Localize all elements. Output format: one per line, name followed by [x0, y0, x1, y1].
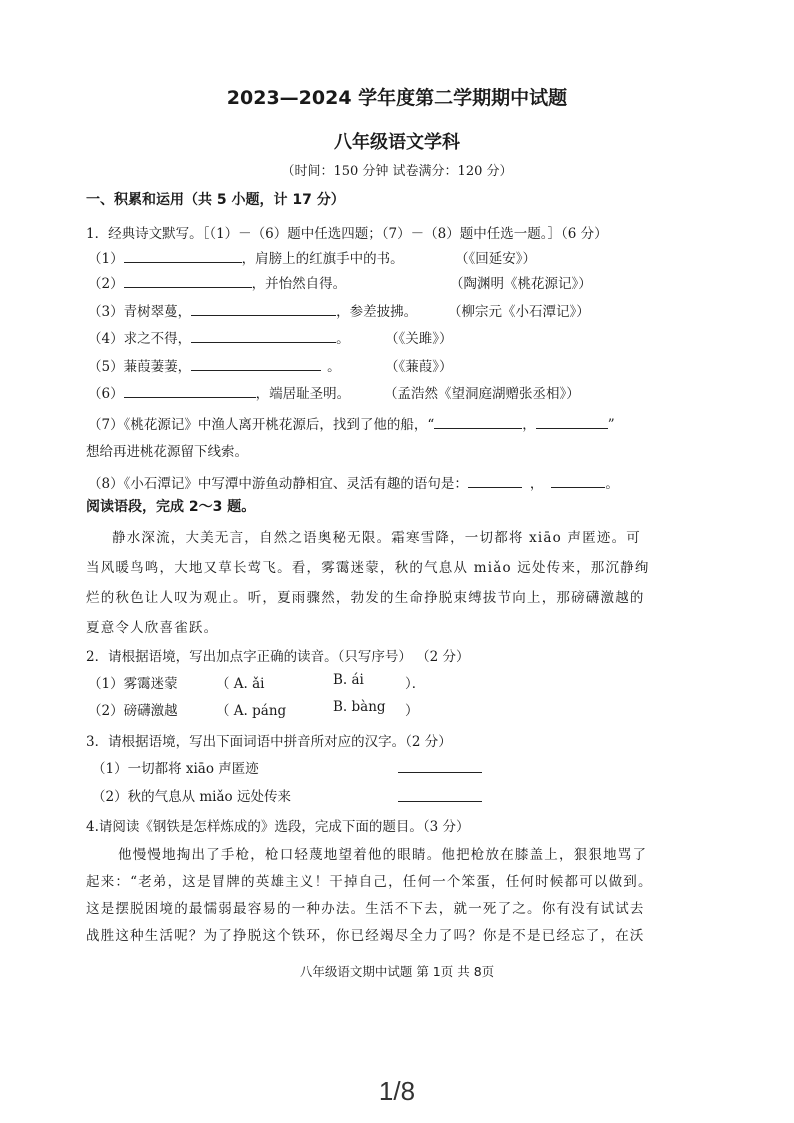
item-number: （5）: [88, 359, 124, 375]
passage-line: 静水深流，大美无言，自然之语奥秘无限。霜寒雪降，一切都将 xiāo 声匿迹。可: [112, 530, 641, 546]
q1-item: [88, 355, 341, 375]
answer-blank[interactable]: [124, 248, 242, 263]
q2-item: [88, 672, 178, 692]
option-b: B. ái: [333, 672, 364, 688]
passage-line: 战胜这种生活呢？为了挣脱这个铁环，你已经竭尽全力了吗？你是不是已经忘了，在沃: [86, 928, 645, 944]
page-footer: 八年级语文期中试题 第 1页 共 8页: [299, 964, 495, 979]
item-pre: 求之不得，: [123, 331, 192, 347]
item-text: ，端居耻圣明。: [255, 386, 351, 402]
item-text: ，参差披拂。: [336, 304, 418, 320]
item-text: 。: [336, 331, 350, 347]
item-close-quote: ”: [607, 417, 615, 433]
q1-item-8: [88, 472, 619, 492]
answer-blank[interactable]: [434, 414, 522, 429]
answer-blank[interactable]: [551, 473, 605, 488]
item-text: （7）《桃花源记》中渔人离开桃花源后，找到了他的船，“: [88, 417, 435, 433]
item-number: （3）: [88, 304, 124, 320]
q3-stem: 3．请根据语境，写出下面词语中拼音所对应的汉字。（2 分）: [86, 734, 452, 750]
item-text: ，肩膀上的红旗手中的书。: [241, 251, 404, 267]
item-pre: 青树翠蔓，: [123, 304, 192, 320]
q1-stem: 1．经典诗文默写。［（1）－（6）题中任选四题；（7）－（8）题中任选一题。］（6 分）: [86, 226, 608, 242]
answer-blank[interactable]: [191, 301, 336, 316]
item-pre: 蒹葭萋萋，: [123, 359, 192, 375]
item-source: （《回延安》）: [455, 251, 536, 267]
item-word: 雾霭迷蒙: [123, 676, 178, 692]
item-source: （陶渊明《桃花源记》）: [450, 276, 592, 292]
answer-blank[interactable]: [468, 473, 522, 488]
item-comma: ，: [522, 417, 536, 433]
option-a: （ A. páng: [216, 703, 287, 719]
passage-line: 当风暖鸟鸣，大地又草长莺飞。看，雾霭迷蒙，秋的气息从 miǎo 远处传来，那沉静绚: [86, 560, 650, 576]
answer-blank[interactable]: [191, 328, 336, 343]
answer-blank[interactable]: [124, 383, 256, 398]
q1-item-7-cont: 想给再进桃花源留下线索。: [86, 444, 248, 460]
item-text: ，并怡然自得。: [251, 276, 347, 292]
answer-paren[interactable]: ）．: [405, 676, 426, 692]
item-number: （1）: [88, 251, 124, 267]
q1-item-7: [88, 413, 615, 433]
item-number: （4）: [88, 331, 124, 347]
q2-item: [88, 699, 178, 719]
q3-item: （1）一切都将 xiāo 声匿迹: [92, 761, 259, 777]
passage-line: 起来：“老弟，这是冒牌的英雄主义！干掉自己，任何一个笨蛋，任何时候都可以做到。: [86, 874, 653, 890]
section-heading: 一、积累和运用（共 5 小题，计 17 分）: [86, 192, 345, 208]
q2-stem: 2．请根据语境，写出加点字正确的读音。（只写序号） （2 分）: [86, 649, 470, 665]
answer-paren[interactable]: ）: [405, 703, 419, 719]
passage-line: 这是摆脱困境的最懦弱最容易的一种办法。生活不下去，就一死了之。你有没有试试去: [86, 901, 645, 917]
item-text: 。: [327, 359, 341, 375]
item-number: （2）: [88, 276, 124, 292]
answer-blank[interactable]: [191, 356, 321, 371]
q4-stem: 4.请阅读《钢铁是怎样炼成的》选段，完成下面的题目。（3 分）: [86, 819, 470, 835]
item-number: （1）: [88, 676, 124, 692]
exam-title: 2023—2024 学年度第二学期期中试题: [226, 87, 568, 109]
item-source: （柳宗元《小石潭记》）: [448, 304, 590, 320]
passage-line: 他慢慢地掏出了手枪，枪口轻蔑地望着他的眼睛。他把枪放在膝盖上，狠狠地骂了: [118, 847, 648, 863]
item-number: （2）: [88, 703, 124, 719]
answer-line[interactable]: [398, 772, 482, 773]
q1-item: [88, 300, 417, 320]
option-a: （ A. ǎi: [216, 676, 265, 692]
item-number: （6）: [88, 386, 124, 402]
item-source: （孟浩然《望洞庭湖赠张丞相》）: [384, 386, 580, 402]
item-source: （《蒹葭》）: [385, 359, 453, 375]
q1-item: [88, 247, 404, 267]
q1-item: [88, 272, 346, 292]
reading-intro: 阅读语段，完成 2～3 题。: [86, 499, 256, 515]
item-end: 。: [605, 476, 619, 492]
answer-blank[interactable]: [124, 273, 252, 288]
q1-item: [88, 382, 350, 402]
exam-meta: （时间：150 分钟 试卷满分：120 分）: [281, 164, 513, 179]
passage-line: 夏意令人欣喜雀跃。: [86, 620, 219, 636]
item-source: （《关雎》）: [385, 331, 453, 347]
q1-item: [88, 327, 350, 347]
option-b: B. bàng: [333, 699, 386, 715]
answer-line[interactable]: [398, 801, 482, 802]
answer-blank[interactable]: [536, 414, 608, 429]
item-comma: ，: [529, 476, 544, 492]
q3-item: （2）秋的气息从 miǎo 远处传来: [92, 789, 291, 805]
passage-line: 烂的秋色让人叹为观止。听，夏雨骤然，勃发的生命挣脱束缚拔节向上，那磅礴激越的: [86, 590, 645, 606]
item-text: （8）《小石潭记》中写潭中游鱼动静相宜、灵活有趣的语句是：: [88, 476, 468, 492]
page-indicator: 1/8: [378, 1076, 416, 1106]
item-word: 磅礴激越: [123, 703, 178, 719]
exam-subject: 八年级语文学科: [334, 132, 460, 153]
